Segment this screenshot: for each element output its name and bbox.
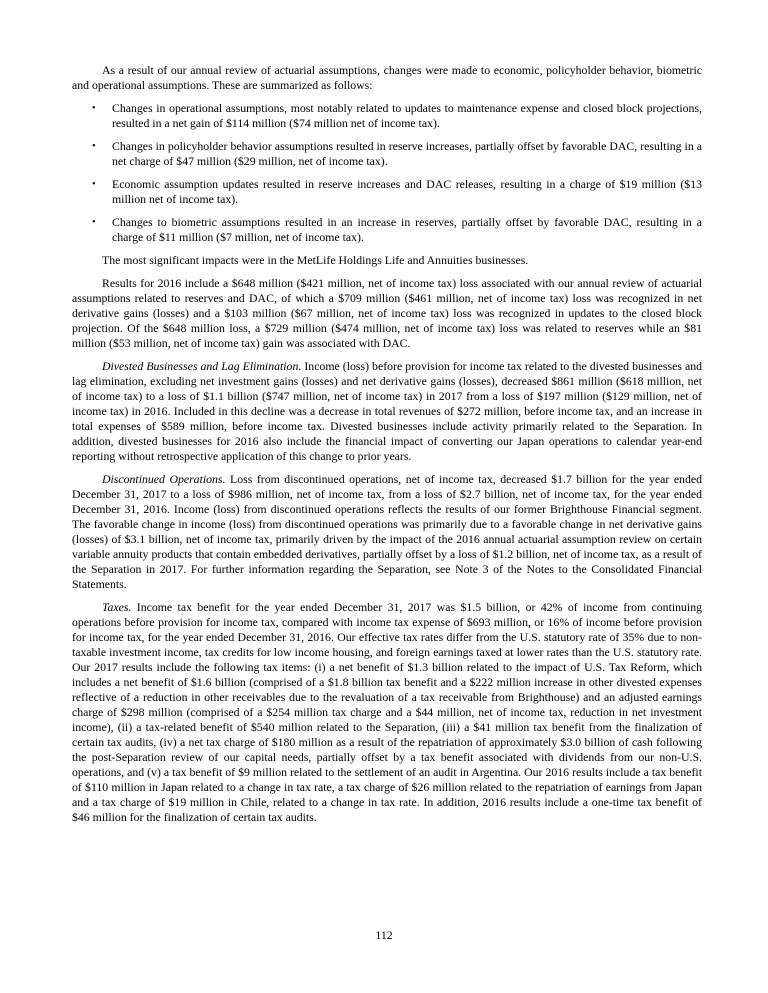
bullet-icon: • (92, 217, 96, 228)
bullet-text-biometric: Changes to biometric assumptions resulted in an increase in reserves, partially offset by favorable DAC, resulting in a charge of $11 million ($7 million, net of income tax). (112, 215, 702, 244)
intro-paragraph: As a result of our annual review of actuarial assumptions, changes were made to economic, policyholder behavior, biometric and operational assumptions. These are summarized as follows: (72, 63, 702, 92)
results-2016-paragraph: Results for 2016 include a $648 million ($421 million, net of income tax) loss associated with our annual review of actuarial assumptions related to reserves and DAC, of which a $709 million ($461 million, net of income tax) loss was recognized in net derivative gains (losses) and a $103 million ($67 million, net of income tax) loss was recognized in updates to the closed block projection. Of the $648 million loss, a $729 million ($474 million, net of income tax) loss was related to reserves while an $81 million ($53 million, net of income tax) gain was associated with DAC. (72, 276, 702, 350)
discontinued-operations-text: Loss from discontinued operations, net of income tax, decreased $1.7 billion for the year ended December 31, 2017 to a loss of $986 million, net of income tax, from a loss of $2.7 billion, net of income tax, for the year ended December 31, 2016. Income (loss) from discontinued operations reflects the results of our former Brighthouse Financial segment. The favorable change in income (loss) from discontinued operations was primarily due to a favorable change in net derivative gains (losses) of $3.1 billion, net of income tax, primarily driven by the impact of the 2016 annual actuarial assumption review on certain variable annuity products that contain embedded derivatives, partially offset by a loss of $1.2 billion, net of income tax, as a result of the Separation in 2017. For further information regarding the Separation, see Note 3 of the Notes to the Consolidated Financial Statements. (72, 472, 702, 591)
divested-businesses-paragraph (72, 359, 702, 464)
bullet-list (72, 101, 702, 245)
taxes-text: Income tax benefit for the year ended December 31, 2017 was $1.5 billion, or 42% of income from continuing operations before provision for income tax, compared with income tax expense of $693 million, or 16% of income before provision for income tax, for the year ended December 31, 2016. Our effective tax rates differ from the U.S. statutory rate of 35% due to non-taxable investment income, tax credits for low income housing, and foreign earnings taxed at lower rates than the U.S. statutory rate. Our 2017 results include the following tax items: (i) a net benefit of $1.3 billion related to the impact of U.S. Tax Reform, which includes a net benefit of $1.6 billion (comprised of a $1.8 billion tax benefit and a $222 million increase in other divested expenses reflective of a reduction in other receivables due to the revaluation of a tax receivable from Brighthouse) and an adjusted earnings charge of $298 million (comprised of a $254 million tax charge and a $44 million, net of income tax, reduction in net investment income), (ii) a tax-related benefit of $540 million related to the Separation, (iii) a $41 million tax benefit from the finalization of certain tax audits, (iv) a net tax charge of $180 million as a result of the repatriation of approximately $3.0 billion of cash following the post-Separation review of our capital needs, partially offset by a tax benefit associated with dividends from our non-U.S. operations, and (v) a tax benefit of $9 million related to the settlement of an audit in Argentina. Our 2016 results include a tax benefit of $110 million in Japan related to a change in tax rate, a tax charge of $26 million related to the repatriation of earnings from Japan and a tax charge of $19 million in Chile, related to a change in tax rate. In addition, 2016 results include a one-time tax benefit of $46 million for the finalization of certain tax audits. (72, 600, 702, 824)
bullet-icon: • (92, 141, 96, 152)
discontinued-operations-heading: Discontinued Operations. (102, 472, 226, 486)
bullet-icon: • (92, 103, 96, 114)
bullet-icon: • (92, 179, 96, 190)
bullet-item-operational (72, 101, 702, 131)
divested-businesses-text: Income (loss) before provision for income tax related to the divested businesses and lag elimination, excluding net investment gains (losses) and net derivative gains (losses), decreased $861 million ($618 million, net of income tax) to a loss of $1.1 billion ($747 million, net of income tax) in 2017 from a loss of $197 million ($129 million, net of income tax) in 2016. Included in this decline was a decrease in total revenues of $272 million, before income tax, and an increase in total expenses of $589 million, before income tax. Divested businesses include activity primarily related to the Separation. In addition, divested businesses for 2016 also include the financial impact of converting our Japan operations to calendar year-end reporting without retrospective application of this change to prior years. (72, 359, 702, 463)
divested-businesses-heading: Divested Businesses and Lag Elimination. (102, 359, 302, 373)
impacts-paragraph: The most significant impacts were in the MetLife Holdings Life and Annuities businesses. (102, 253, 529, 267)
bullet-text-policyholder: Changes in policyholder behavior assumptions resulted in reserve increases, partially offset by favorable DAC, resulting in a net charge of $47 million ($29 million, net of income tax). (112, 139, 702, 168)
discontinued-operations-paragraph (72, 472, 702, 592)
bullet-text-operational: Changes in operational assumptions, most notably related to updates to maintenance expense and closed block projections, resulted in a net gain of $114 million ($74 million net of income tax). (112, 101, 702, 130)
bullet-text-economic: Economic assumption updates resulted in reserve increases and DAC releases, resulting in a charge of $19 million ($13 million net of income tax). (112, 177, 702, 206)
bullet-item-biometric (72, 215, 702, 245)
bullet-item-policyholder (72, 139, 702, 169)
bullet-item-economic (72, 177, 702, 207)
page-number: 112 (375, 928, 393, 942)
taxes-heading: Taxes. (102, 600, 132, 614)
taxes-paragraph (72, 600, 702, 825)
